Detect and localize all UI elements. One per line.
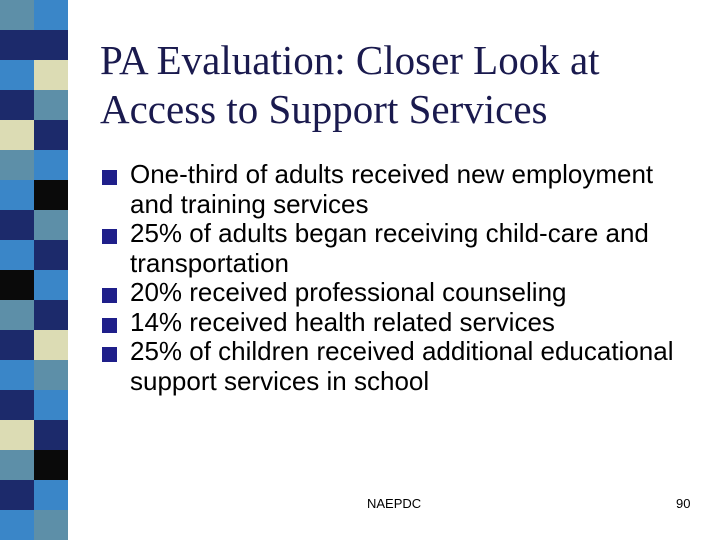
stripe-segment	[34, 420, 68, 450]
square-bullet-icon	[102, 170, 117, 185]
square-bullet-icon	[102, 288, 117, 303]
stripe-segment	[34, 450, 68, 480]
bullet-item	[100, 337, 700, 396]
stripe-segment	[0, 210, 34, 240]
square-bullet-icon	[102, 318, 117, 333]
bullet-item	[100, 278, 700, 308]
stripe-segment	[0, 180, 34, 210]
bullet-text: 25% of children received additional educational support services in school	[130, 336, 674, 396]
stripe-segment	[34, 240, 68, 270]
stripe-segment	[34, 210, 68, 240]
stripe-segment	[0, 90, 34, 120]
stripe-segment	[34, 360, 68, 390]
stripe-segment	[0, 150, 34, 180]
stripe-segment	[0, 0, 34, 30]
square-bullet-icon	[102, 229, 117, 244]
bullet-text: 20% received professional counseling	[130, 277, 567, 307]
stripe-segment	[34, 390, 68, 420]
footer-organization: NAEPDC	[367, 496, 422, 511]
bullet-item	[100, 219, 700, 278]
stripe-segment	[0, 60, 34, 90]
bullet-text: 25% of adults began receiving child-care and transportation	[130, 218, 649, 278]
stripe-segment	[34, 120, 68, 150]
stripe-segment	[34, 480, 68, 510]
stripe-segment	[0, 300, 34, 330]
slide-title-line: PA Evaluation: Closer Look at	[100, 37, 600, 83]
slide-title	[100, 36, 700, 134]
decorative-stripe	[0, 0, 68, 540]
stripe-segment	[34, 330, 68, 360]
stripe-segment	[0, 30, 34, 60]
slide-title-line: Access to Support Services	[100, 86, 548, 132]
stripe-segment	[34, 150, 68, 180]
stripe-segment	[34, 510, 68, 540]
stripe-segment	[0, 330, 34, 360]
stripe-segment	[34, 60, 68, 90]
stripe-segment	[34, 300, 68, 330]
stripe-segment	[0, 390, 34, 420]
stripe-segment	[0, 240, 34, 270]
stripe-segment	[34, 180, 68, 210]
stripe-segment	[0, 480, 34, 510]
bullet-list	[100, 160, 700, 396]
stripe-segment	[34, 90, 68, 120]
square-bullet-icon	[102, 347, 117, 362]
stripe-segment	[0, 510, 34, 540]
bullet-item	[100, 308, 700, 338]
stripe-segment	[0, 120, 34, 150]
stripe-segment	[0, 360, 34, 390]
stripe-segment	[34, 30, 68, 60]
bullet-text: One-third of adults received new employment and training services	[130, 159, 654, 219]
stripe-segment	[34, 270, 68, 300]
bullet-text: 14% received health related services	[130, 306, 555, 337]
stripe-segment	[0, 270, 34, 300]
page-number: 90	[676, 496, 691, 511]
stripe-segment	[0, 420, 34, 450]
bullet-item	[100, 160, 700, 219]
stripe-segment	[0, 450, 34, 480]
stripe-segment	[34, 0, 68, 30]
